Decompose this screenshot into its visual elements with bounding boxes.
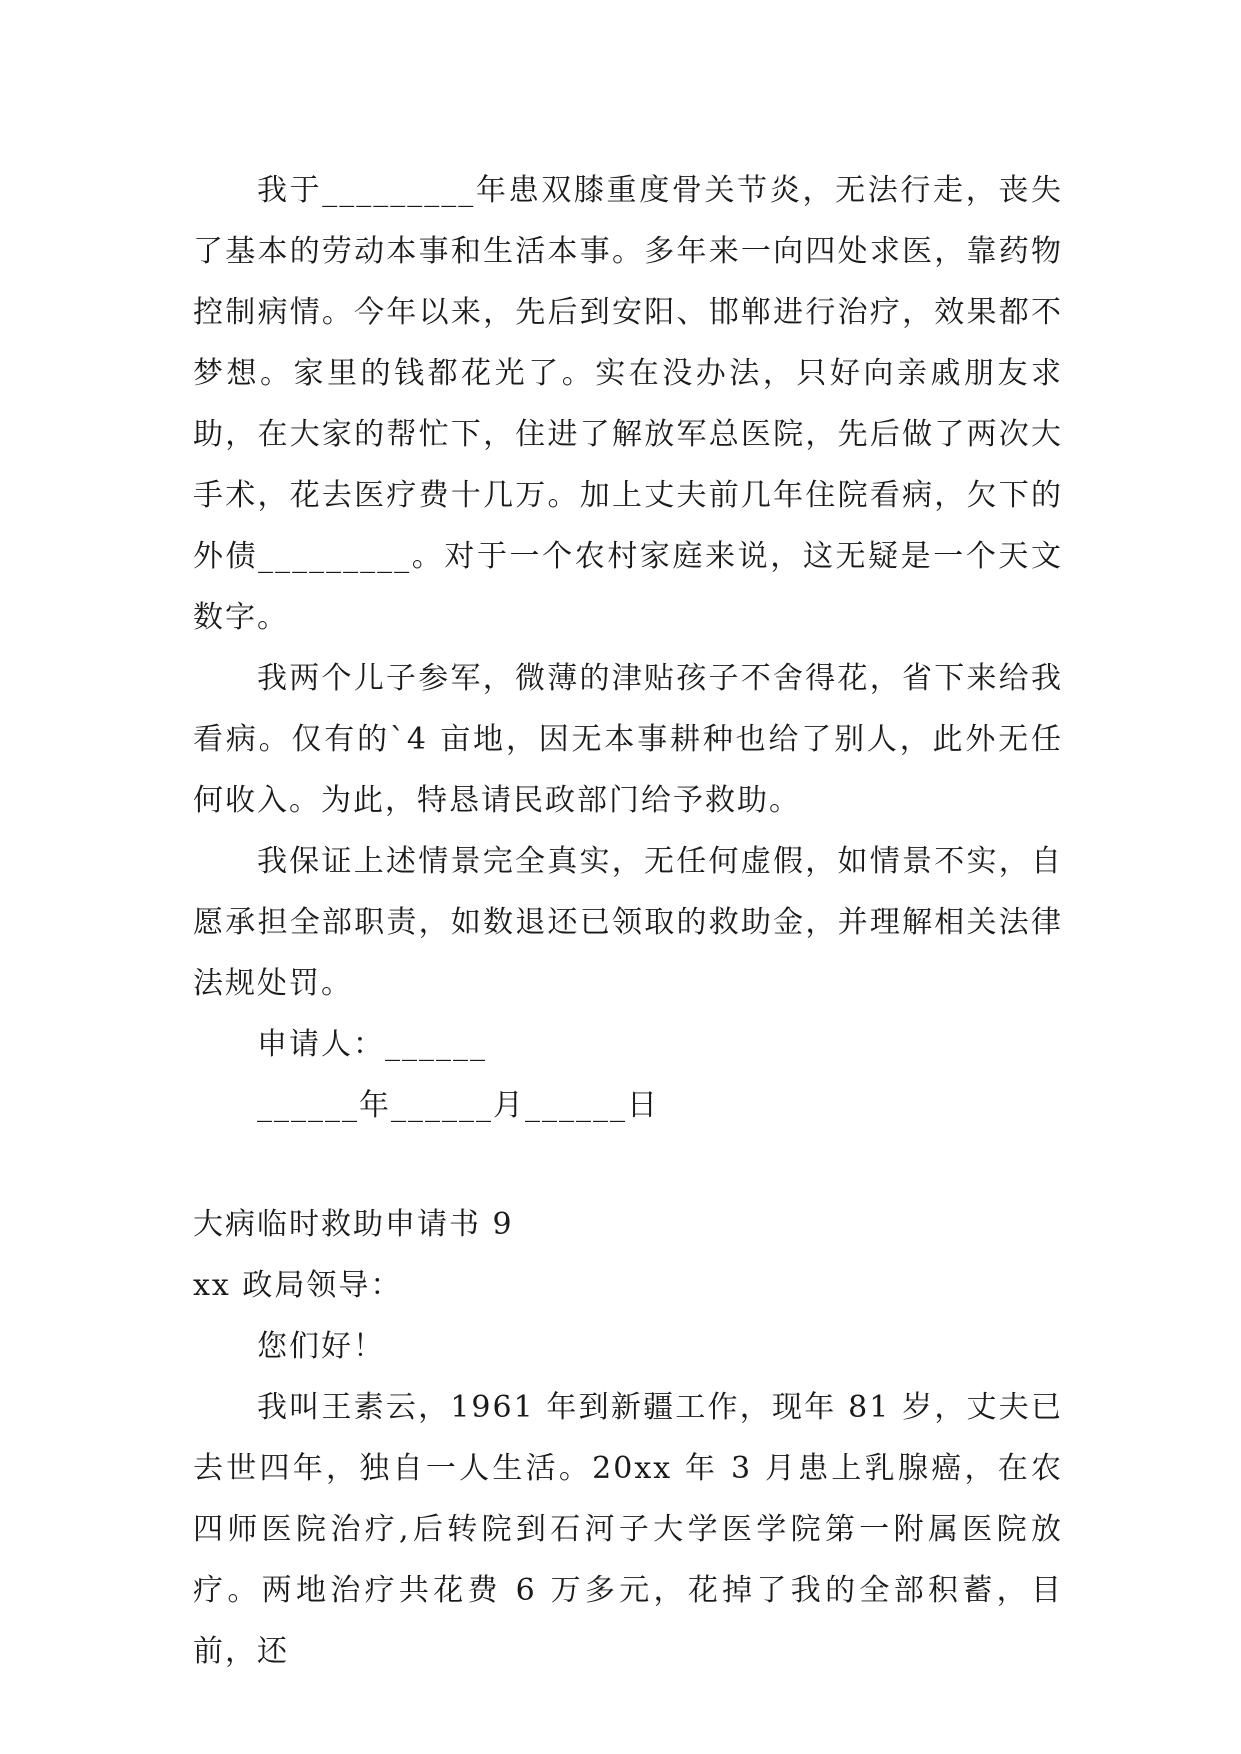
section-spacer [193,1136,1063,1194]
salutation: xx 政局领导： [193,1268,403,1303]
greeting: 您们好！ [257,1329,385,1364]
applicant-signature-line: 申请人：______ [257,1027,487,1062]
document-page [193,160,1063,1682]
paragraph-guarantee: 我保证上述情景完全真实，无任何虚假，如情景不实，自愿承担全部职责，如数退还已领取的救助金，并理解相关法律法规处罚。 [193,844,1063,1001]
paragraph-illness-history: 我于_________年患双膝重度骨关节炎，无法行走，丧失了基本的劳动本事和生活本事。多年来一向四处求医，靠药物控制病情。今年以来，先后到安阳、邯郸进行治疗，效果都不梦想。家里的钱都花光了。实在没办法，只好向亲戚朋友求助，在大家的帮忙下，住进了解放军总医院，先后做了两次大手术，花去医疗费十几万。加上丈夫前几年住院看病，欠下的外债_________。对于一个农村家庭来说，这无疑是一个天文数字。 [193,173,1063,635]
paragraph-family-situation: 我两个儿子参军，微薄的津贴孩子不舍得花，省下来给我看病。仅有的`4 亩地，因无本事耕种也给了别人，此外无任何收入。为此，特恳请民政部门给予救助。 [193,661,1063,818]
date-line: ______年______月______日 [257,1088,659,1123]
paragraph-self-introduction: 我叫王素云，1961 年到新疆工作，现年 81 岁，丈夫已去世四年，独自一人生活。20xx 年 3 月患上乳腺癌，在农四师医院治疗,后转院到石河子大学医学院第一附属医院放疗。两地治疗共花费 6 万多元，花掉了我的全部积蓄，目前，还 [193,1390,1063,1669]
section-title: 大病临时救助申请书 9 [193,1207,514,1242]
